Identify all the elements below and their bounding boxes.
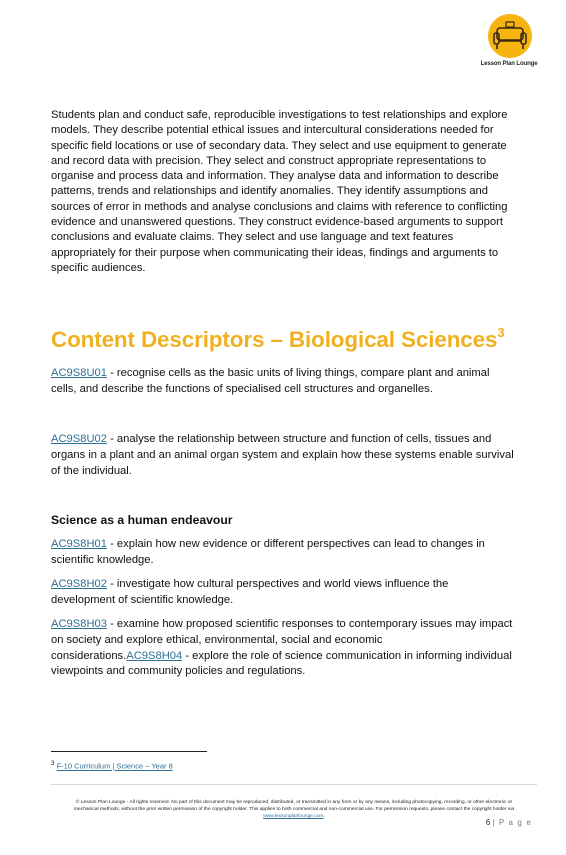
endeavour-code-link[interactable]: AC9S8H03 (51, 618, 107, 630)
endeavour-text: - explain how new evidence or different perspectives can lead to changes in scientific knowledge. (51, 538, 485, 566)
endeavour-text: - explore the role of science communication in informing individual viewpoints and community policies and regulations. (51, 649, 512, 678)
section-title-text: Content Descriptors – Biological Sciences (51, 327, 498, 352)
copyright-notice: © Lesson Plan Lounge - All rights reserved. No part of this document may be reproduced, distributed, or transmitted in any form or by any means, including photocopying, recording, or other electronic or mechanical methods, without the prior written permission of the copyright holder. This applies to both commercial and non-commercial use. For permission requests, please contact the copyright holder via www.lessonplanlounge.com. (73, 800, 515, 819)
page-label: | P a g e (492, 818, 532, 827)
endeavour-text: - examine how proposed scientific responses to contemporary issues may impact on society and explore ethical, environmental, social and economic considerations. (51, 618, 513, 662)
endeavour-text: - investigate how cultural perspectives and world views influence the development of scientific knowledge. (51, 578, 449, 606)
descriptor-code-link[interactable]: AC9S8U02 (51, 433, 107, 445)
footnote-link[interactable]: F-10 Curriculum | Science – Year 8 (56, 761, 173, 771)
copyright-text: © Lesson Plan Lounge - All rights reserved. No part of this document may be reproduced, distributed, or transmitted in any form or by any means, including photocopying, recording, or other electronic or mechanical methods, without the prior written permission of the copyright holder. This applies to both commercial and non-commercial use. For permission requests, please contact the copyright holder via (73, 800, 515, 812)
page-number-value: 6 (485, 818, 491, 827)
descriptor-code-link[interactable]: AC9S8U01 (51, 367, 107, 379)
website-link[interactable]: www.lessonplanlounge.com (263, 814, 324, 819)
endeavour-item (51, 577, 514, 609)
achievement-standard-paragraph: Students plan and conduct safe, reproducible investigations to test relationships and explore models. They describe potential ethical issues and intercultural considerations needed for specific field locations or use of secondary data. They select and use equipment to generate and record data with precision. They select and construct appropriate representations to organise and process data and information. They analyse data and information to describe patterns, trends and relationships and identify anomalies. They identify assumptions and sources of error in methods and analyse conclusions and claims with reference to conflicting evidence and unanswered questions. They construct evidence-based arguments to support conclusions and evaluate claims. They select and use language and text features appropriately for their purpose when communicating their ideas, findings and arguments to specific audiences. (51, 109, 508, 274)
footnote (51, 760, 173, 771)
footnote-divider (51, 751, 207, 752)
footnote-number: 3 (51, 760, 55, 767)
endeavour-code-link[interactable]: AC9S8H01 (51, 538, 107, 550)
footnote-ref[interactable]: 3 (497, 324, 505, 340)
lounge-sofa-icon (488, 14, 532, 58)
descriptor-text: - recognise cells as the basic units of living things, compare plant and animal cells, and describe the functions of specialised cell structures and organelles. (51, 367, 490, 395)
page-number (486, 818, 532, 827)
endeavour-heading: Science as a human endeavour (51, 513, 233, 527)
brand-name: Lesson Plan Lounge (480, 61, 538, 67)
brand-logo (476, 14, 542, 76)
endeavour-item (51, 617, 514, 680)
descriptor-item (51, 366, 514, 398)
descriptor-text: - analyse the relationship between structure and function of cells, tissues and organs in a plant and an animal organ system and explain how these systems enable survival of the individual. (51, 433, 514, 477)
endeavour-code-link[interactable]: AC9S8H04 (126, 649, 183, 662)
footer-divider (51, 784, 537, 785)
section-title (51, 324, 505, 353)
endeavour-item (51, 537, 514, 569)
descriptor-item (51, 432, 514, 479)
endeavour-code-link[interactable]: AC9S8H02 (51, 578, 107, 590)
